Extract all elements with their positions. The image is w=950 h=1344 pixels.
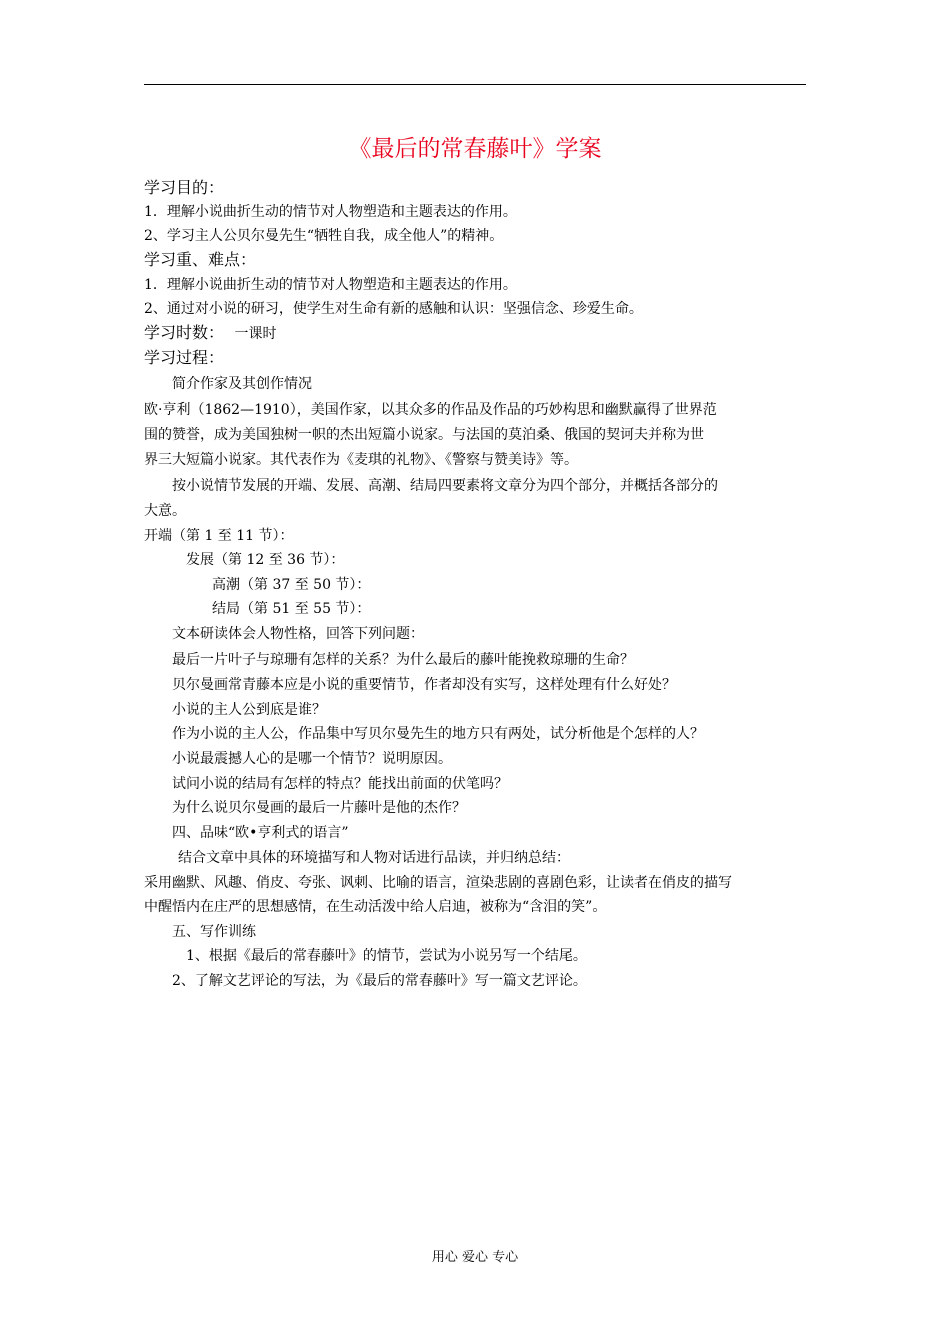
header-rule	[144, 84, 806, 85]
objective-item-2: 2、学习主人公贝尔曼先生“牺牲自我，成全他人”的精神。	[144, 228, 504, 244]
writing-item-2: 2、了解文艺评论的写法，为《最后的常春藤叶》写一篇文艺评论。	[172, 973, 587, 989]
question-3: 小说的主人公到底是谁？	[172, 702, 326, 718]
language-title: 四、品味“欧•亨利式的语言”	[172, 825, 349, 841]
hours-heading: 学习时数：	[144, 323, 225, 342]
question-6: 试问小说的结局有怎样的特点？能找出前面的伏笔吗？	[172, 776, 508, 792]
plot-task-line-2: 大意。	[144, 503, 186, 519]
question-1: 最后一片叶子与琼珊有怎样的关系？为什么最后的藤叶能挽救琼珊的生命？	[172, 652, 634, 668]
keypoint-item-2: 2、通过对小说的研习，使学生对生命有新的感触和认识：坚强信念、珍爱生命。	[144, 301, 643, 317]
plot-task-line-1: 按小说情节发展的开端、发展、高潮、结局四要素将文章分为四个部分，并概括各部分的	[172, 478, 718, 494]
writing-title: 五、写作训练	[172, 924, 256, 940]
part-ending: 结局（第 51 至 55 节）：	[212, 601, 371, 617]
intro-title: 简介作家及其创作情况	[172, 376, 312, 392]
process-heading: 学习过程：	[144, 348, 225, 367]
objective-item-1: 1．理解小说曲折生动的情节对人物塑造和主题表达的作用。	[144, 204, 517, 220]
hours-value: 一课时	[234, 326, 277, 342]
language-line-2: 中醒悟内在庄严的思想感情，在生动活泼中给人启迪，被称为“含泪的笑”。	[144, 899, 607, 915]
part-opening: 开端（第 1 至 11 节）：	[144, 528, 294, 544]
page-title: 《最后的常春藤叶》学案	[348, 136, 602, 162]
part-climax: 高潮（第 37 至 50 节）：	[212, 577, 371, 593]
question-4: 作为小说的主人公，作品集中写贝尔曼先生的地方只有两处，试分析他是个怎样的人？	[172, 726, 704, 742]
language-line-1: 采用幽默、风趣、俏皮、夸张、讽刺、比喻的语言，渲染悲剧的喜剧色彩，让读者在俏皮的描写	[144, 875, 732, 891]
page-footer: 用心 爱心 专心	[431, 1250, 519, 1265]
intro-line-2: 围的赞誉，成为美国独树一帜的杰出短篇小说家。与法国的莫泊桑、俄国的契诃夫并称为世	[144, 427, 704, 443]
keypoints-heading: 学习重、难点：	[144, 250, 257, 269]
part-development: 发展（第 12 至 36 节）：	[186, 552, 345, 568]
hours-row	[144, 323, 276, 344]
question-7: 为什么说贝尔曼画的最后一片藤叶是他的杰作？	[172, 800, 466, 816]
question-5: 小说最震撼人心的是哪一个情节？说明原因。	[172, 751, 452, 767]
question-2: 贝尔曼画常青藤本应是小说的重要情节，作者却没有实写，这样处理有什么好处？	[172, 677, 676, 693]
keypoint-item-1: 1．理解小说曲折生动的情节对人物塑造和主题表达的作用。	[144, 277, 517, 293]
objectives-heading: 学习目的：	[144, 178, 225, 197]
intro-line-3: 界三大短篇小说家。其代表作为《麦琪的礼物》、《警察与赞美诗》等。	[144, 452, 578, 468]
reading-title: 文本研读体会人物性格，回答下列问题：	[172, 626, 424, 642]
intro-line-1: 欧·亨利（1862—1910），美国作家，以其众多的作品及作品的巧妙构思和幽默赢得了世界范	[144, 402, 717, 418]
writing-item-1: 1、根据《最后的常春藤叶》的情节，尝试为小说另写一个结尾。	[186, 948, 587, 964]
language-task: 结合文章中具体的环境描写和人物对话进行品读，并归纳总结：	[178, 850, 570, 866]
